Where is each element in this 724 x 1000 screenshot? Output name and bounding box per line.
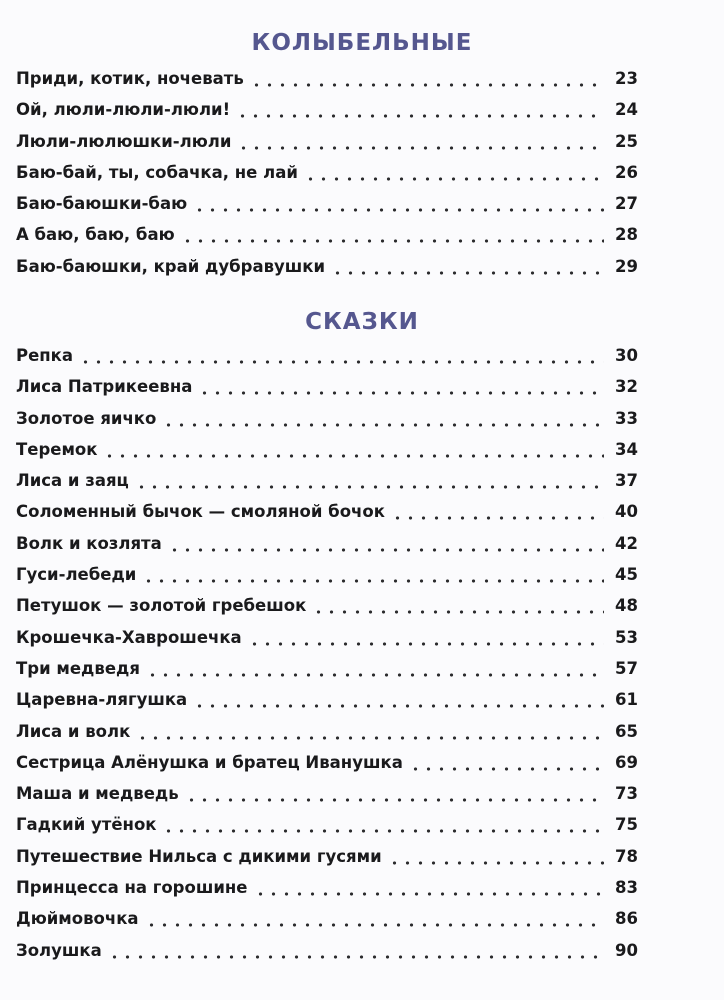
toc-entry-title: Лиса и заяц (16, 471, 129, 491)
toc-entry-title: Баю-бай, ты, собачка, не лай (16, 162, 298, 182)
dot-leader (409, 752, 604, 774)
dot-leader (237, 131, 604, 153)
toc-entry-page-number: 48 (615, 596, 638, 616)
toc-entry-page-number: 69 (615, 752, 638, 772)
toc-entry[interactable] (16, 627, 638, 658)
toc-entry-title: Гуси-лебеди (16, 565, 137, 585)
dot-leader (236, 99, 604, 121)
dot-leader (388, 846, 604, 868)
toc-entry-page-number: 73 (615, 784, 638, 804)
dot-leader (250, 68, 604, 90)
section-title-lullabies: КОЛЫБЕЛЬНЫЕ (251, 30, 473, 56)
toc-entry-title: Приди, котик, ночевать (16, 69, 244, 88)
toc-entry-title: Теремок (16, 439, 98, 459)
dot-leader (168, 533, 604, 555)
toc-entry-page-number: 27 (615, 194, 638, 214)
dot-leader (162, 408, 604, 430)
dot-leader (162, 814, 604, 836)
toc-entry-title: Принцесса на горошине (16, 878, 248, 898)
toc-entry-page-number: 28 (615, 225, 638, 245)
dot-leader (304, 162, 604, 184)
toc-entry-page-number: 33 (615, 408, 638, 428)
toc-entry[interactable] (16, 658, 638, 689)
toc-entry-page-number: 65 (615, 721, 638, 741)
toc-entry-title: Волк и козлята (16, 533, 162, 553)
toc-entry-page-number: 57 (615, 658, 638, 678)
toc-entry[interactable] (16, 877, 638, 908)
toc-entry-title: Маша и медведь (16, 784, 179, 804)
toc-entry-title: Баю-баюшки, край дубравушки (16, 256, 326, 276)
toc-list-lullabies (16, 68, 638, 287)
toc-entry-title: Путешествие Нильса с дикими гусями (16, 846, 382, 866)
dot-leader (331, 256, 604, 278)
toc-entry-page-number: 32 (615, 377, 638, 397)
toc-entry-title: Люли-люлюшки-люли (16, 131, 232, 151)
toc-entry-page-number: 23 (615, 69, 638, 88)
toc-entry-title: Петушок — золотой гребешок (16, 596, 307, 616)
toc-entry-page-number: 26 (615, 162, 638, 182)
toc-entry-page-number: 29 (615, 256, 638, 276)
toc-entry[interactable] (16, 68, 638, 99)
dot-leader (254, 877, 605, 899)
toc-entry[interactable] (16, 439, 638, 470)
dot-leader (142, 564, 604, 586)
toc-entry[interactable] (16, 501, 638, 532)
dot-leader (198, 376, 604, 398)
dot-leader (391, 501, 604, 523)
toc-entry-page-number: 40 (615, 502, 638, 522)
toc-entry[interactable] (16, 224, 638, 255)
section-title-tales: СКАЗКИ (305, 309, 419, 335)
dot-leader (312, 595, 604, 617)
toc-entry-title: Лиса и волк (16, 721, 131, 741)
toc-entry-title: Крошечка-Хаврошечка (16, 627, 242, 647)
dot-leader (146, 658, 604, 680)
toc-entry-title: Гадкий утёнок (16, 815, 157, 835)
toc-entry[interactable] (16, 846, 638, 877)
toc-entry-title: Сестрица Алёнушка и братец Иванушка (16, 752, 403, 772)
toc-entry[interactable] (16, 345, 638, 376)
dot-leader (193, 193, 604, 215)
toc-entry[interactable] (16, 470, 638, 501)
toc-entry-page-number: 25 (615, 131, 638, 151)
toc-list-tales (16, 345, 638, 971)
toc-entry-title: Царевна-лягушка (16, 690, 188, 710)
toc-entry-title: Ой, люли-люли-люли! (16, 100, 231, 120)
toc-entry[interactable] (16, 408, 638, 439)
dot-leader (185, 783, 604, 805)
toc-entry[interactable] (16, 814, 638, 845)
toc-entry-title: Дюймовочка (16, 909, 139, 929)
toc-entry[interactable] (16, 940, 638, 971)
toc-entry[interactable] (16, 908, 638, 939)
toc-entry[interactable] (16, 256, 638, 287)
toc-entry[interactable] (16, 783, 638, 814)
toc-entry-page-number: 53 (615, 627, 638, 647)
toc-entry[interactable] (16, 595, 638, 626)
toc-entry-page-number: 90 (615, 940, 638, 960)
toc-entry-title: Репка (16, 346, 74, 365)
toc-entry-page-number: 86 (615, 909, 638, 929)
toc-entry-page-number: 24 (615, 100, 638, 120)
toc-entry-title: Три медведя (16, 658, 140, 678)
dot-leader (108, 940, 604, 962)
toc-entry[interactable] (16, 689, 638, 720)
toc-entry[interactable] (16, 564, 638, 595)
dot-leader (181, 224, 604, 246)
toc-entry-title: Лиса Патрикеевна (16, 377, 193, 397)
dot-leader (135, 470, 604, 492)
toc-entry-page-number: 45 (615, 565, 638, 585)
toc-entry-title: А баю, баю, баю (16, 225, 175, 245)
toc-entry-title: Золушка (16, 940, 102, 960)
toc-entry-page-number: 78 (615, 846, 638, 866)
toc-entry-title: Золотое яичко (16, 408, 157, 428)
toc-entry[interactable] (16, 193, 638, 224)
toc-entry-page-number: 30 (615, 346, 638, 365)
dot-leader (193, 689, 604, 711)
toc-entry-page-number: 75 (615, 815, 638, 835)
toc-entry[interactable] (16, 99, 638, 130)
toc-entry[interactable] (16, 376, 638, 407)
dot-leader (79, 345, 604, 367)
toc-entry-page-number: 61 (615, 690, 638, 710)
toc-entry[interactable] (16, 131, 638, 162)
dot-leader (145, 908, 604, 930)
dot-leader (103, 439, 604, 461)
toc-entry-page-number: 42 (615, 533, 638, 553)
toc-entry-page-number: 34 (615, 439, 638, 459)
toc-entry-page-number: 37 (615, 471, 638, 491)
dot-leader (248, 627, 604, 649)
dot-leader (136, 721, 604, 743)
toc-entry[interactable] (16, 162, 638, 193)
toc-entry[interactable] (16, 721, 638, 752)
toc-entry-title: Соломенный бычок — смоляной бочок (16, 502, 385, 522)
toc-entry[interactable] (16, 533, 638, 564)
toc-entry[interactable] (16, 752, 638, 783)
toc-entry-page-number: 83 (615, 878, 638, 898)
toc-entry-title: Баю-баюшки-баю (16, 194, 188, 214)
